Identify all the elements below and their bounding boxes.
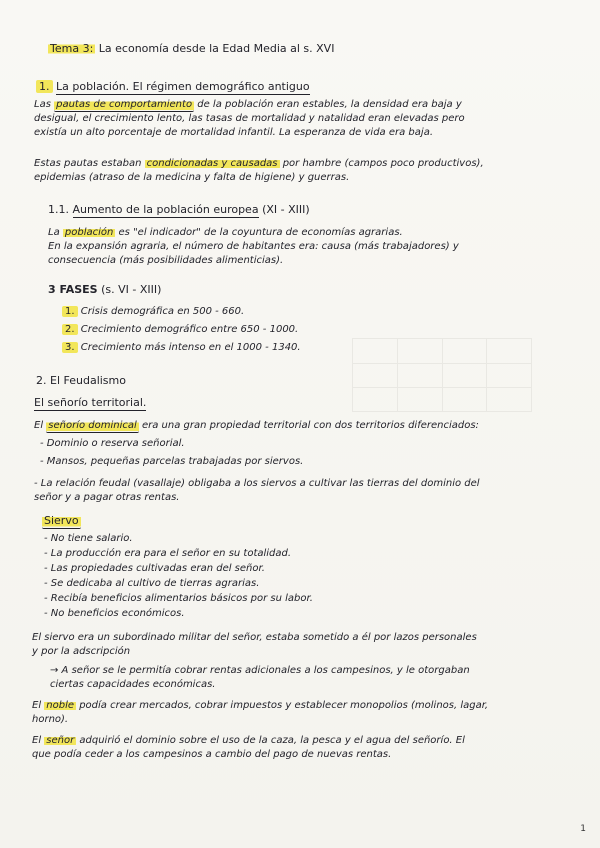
fase-item-2: 2. Crecimiento demográfico entre 650 - 1000. (62, 323, 298, 337)
section-1-1-period: (XI - XIII) (262, 203, 310, 216)
highlight-poblacion: población (64, 227, 114, 238)
fase-item-1: 1. Crisis demográfica en 500 - 660. (62, 305, 244, 319)
section-2-intro: El señorío dominical era una gran propiedad territorial con dos territorios diferenciados: (34, 420, 479, 431)
title-prefix: Tema 3: (50, 42, 94, 55)
highlight-condicionadas: condicionadas y causadas (146, 158, 278, 169)
fases-period: (s. VI - XIII) (101, 283, 162, 296)
highlight-senorio-dominical: señorío dominical (48, 420, 137, 431)
page-number: 1 (580, 824, 586, 834)
section-2-title: El Feudalismo (50, 374, 126, 387)
siervo-item-6: - No beneficios económicos. (44, 608, 185, 619)
highlight-noble: noble (46, 700, 75, 711)
section-2-relation-2: señor y a pagar otras rentas. (34, 492, 180, 503)
closing-senor-1: El señor adquirió el dominio sobre el uso de la caza, la pesca y el agua del señorío. El (32, 735, 465, 746)
siervo-item-2: - La producción era para el señor en su totalidad. (44, 548, 292, 559)
section-1-line-2: desigual, el crecimiento lento, las tasas de mortalidad y natalidad eran elevadas pero (34, 113, 465, 124)
page-title (48, 42, 334, 56)
section-1-1-line-2: En la expansión agraria, el número de habitantes era: causa (más trabajadores) y (48, 241, 459, 252)
highlight-senor: señor (46, 735, 75, 746)
section-2-relation-1: - La relación feudal (vasallaje) obligaba a los siervos a cultivar las tierras del dominio del (34, 478, 480, 489)
closing-arrow-2: ciertas capacidades económicas. (50, 679, 216, 690)
section-1-line-5: epidemias (atraso de la medicina y falta de higiene) y guerras. (34, 172, 350, 183)
section-1-1-line-1: La población es "el indicador" de la coyuntura de economías agrarias. (48, 227, 403, 238)
closing-senor-2: que podía ceder a los campesinos a cambio del pago de nuevas rentas. (32, 749, 392, 760)
siervo-label: Siervo (44, 514, 79, 527)
bleed-through-table (352, 338, 532, 412)
section-2-heading (36, 374, 126, 388)
section-2-bullet-2: - Mansos, pequeñas parcelas trabajadas por siervos. (40, 456, 304, 467)
fase-item-3: 3. Crecimiento más intenso en el 1000 - 1340. (62, 341, 301, 355)
highlight-pautas: pautas de comportamiento (56, 99, 193, 110)
siervo-item-5: - Recibía beneficios alimentarios básicos por su labor. (44, 593, 313, 604)
title-rest: La economía desde la Edad Media al s. XVI (98, 42, 335, 55)
section-1-line-4: Estas pautas estaban condicionadas y causadas por hambre (campos poco productivos), (34, 158, 484, 169)
section-1-1-title: Aumento de la población europea (72, 203, 259, 216)
closing-subordinate-2: y por la adscripción (32, 646, 131, 657)
section-2-subheading: El señorío territorial. (34, 396, 147, 409)
section-2-bullet-1: - Dominio o reserva señorial. (40, 438, 185, 449)
siervo-item-1: - No tiene salario. (44, 533, 133, 544)
siervo-item-3: - Las propiedades cultivadas eran del señor. (44, 563, 265, 574)
siervo-item-4: - Se dedicaba al cultivo de tierras agrarias. (44, 578, 260, 589)
section-1-1-number: 1.1. (48, 203, 69, 216)
closing-arrow-1: → A señor se le permitía cobrar rentas adicionales a los campesinos, y le otorgaban (50, 665, 470, 676)
closing-subordinate-1: El siervo era un subordinado militar del señor, estaba sometido a él por lazos personales (32, 632, 477, 643)
section-1-1-heading (48, 203, 310, 217)
fases-title: 3 FASES (48, 283, 98, 296)
section-1-1-line-3: consecuencia (más posibilidades alimenticias). (48, 255, 284, 266)
section-2-number: 2. (36, 374, 47, 387)
section-1-number: 1. (36, 80, 53, 93)
section-1-line-1: Las pautas de comportamiento de la población eran estables, la densidad era baja y (34, 99, 462, 110)
closing-noble-1: El noble podía crear mercados, cobrar impuestos y establecer monopolios (molinos, lagar, (32, 700, 489, 711)
fases-heading (48, 283, 161, 297)
section-1-line-3: existía un alto porcentaje de mortalidad infantil. La esperanza de vida era baja. (34, 127, 433, 138)
closing-noble-2: horno). (32, 714, 69, 725)
section-1-heading (36, 80, 310, 94)
section-1-title: La población. El régimen demográfico antiguo (56, 80, 310, 93)
